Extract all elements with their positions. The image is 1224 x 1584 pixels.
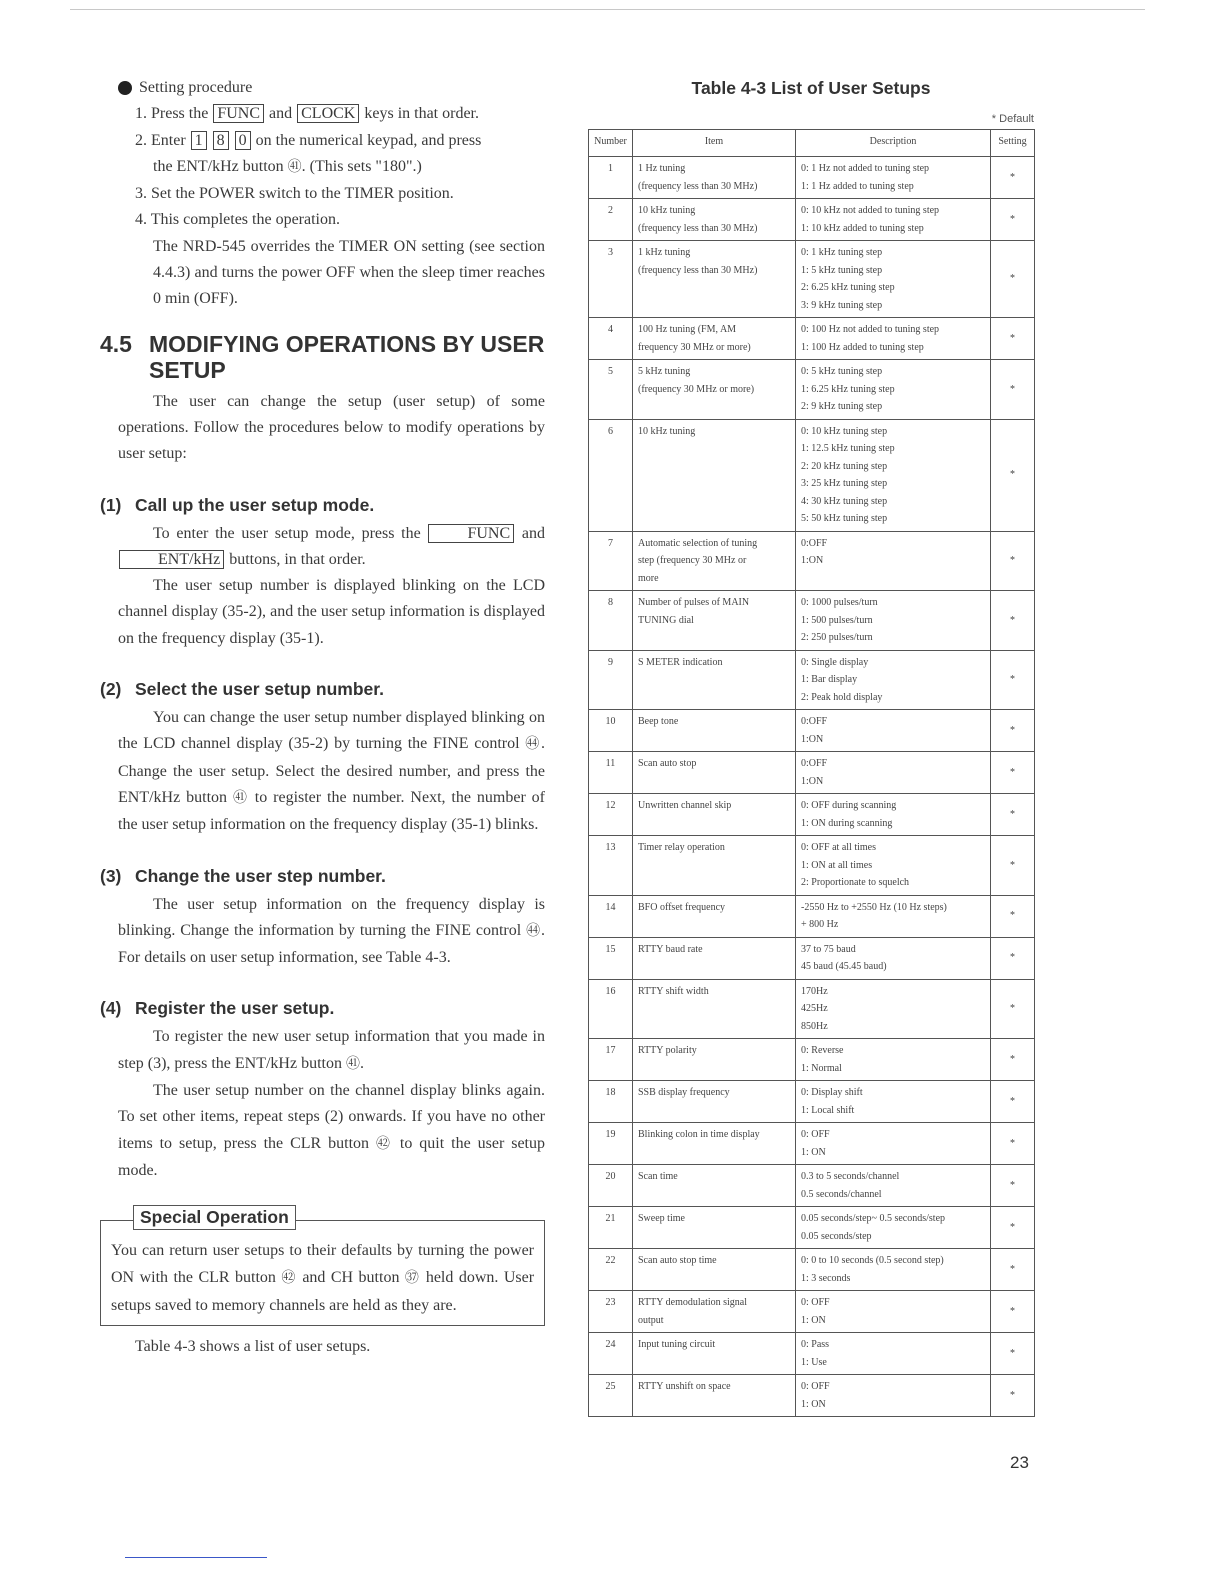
table-row [589,794,1035,836]
table-row [589,1249,1035,1291]
row-default-mark: * [991,360,1035,420]
step-1: 1. Press the FUNC and CLOCK keys in that order. [135,105,479,123]
row-number: 18 [589,1081,633,1123]
row-number: 1 [589,157,633,199]
table-row [589,241,1035,318]
row-item: RTTY polarity [633,1039,796,1081]
row-item: 10 kHz tuning [633,419,796,531]
row-number: 5 [589,360,633,420]
row-default-mark: * [991,1333,1035,1375]
step-heading-1: (1) Call up the user setup mode. [100,494,375,515]
special-operation-text: You can return user setups to their defaults by turning the power ON with the CLR button ㊷ and CH button ㊲ held down. User setups saved to memory channels are held as they are. [111,1242,535,1315]
row-default-mark: * [991,1249,1035,1291]
row-item: RTTY unshift on space [633,1375,796,1417]
row-default-mark: * [991,199,1035,241]
row-default-mark: * [991,1123,1035,1165]
table-reference: Table 4-3 shows a list of user setups. [135,1338,371,1356]
step-heading-4: (4) Register the user setup. [100,998,335,1019]
row-description: 0: Pass 1: Use [796,1333,991,1375]
row-default-mark: * [991,1291,1035,1333]
table-row [589,531,1035,591]
step-4: 4. This completes the operation. [135,211,340,229]
table-header-row [589,130,1035,157]
ent-khz-control-icon: ㊶ [345,1056,360,1072]
row-item: Scan auto stop [633,752,796,794]
row-description: 37 to 75 baud 45 baud (45.45 baud) [796,937,991,979]
row-description: 0: OFF at all times 1: ON at all times 2: Proportionate to squelch [796,836,991,896]
row-number: 21 [589,1207,633,1249]
row-number: 3 [589,241,633,318]
row-item: Number of pulses of MAIN TUNING dial [633,591,796,651]
clr-control-icon: ㊷ [375,1136,393,1152]
table-title: Table 4-3 List of User Setups [691,78,931,98]
bottom-rule [125,1557,267,1558]
header-setting: Setting [991,130,1035,157]
row-item: RTTY shift width [633,979,796,1039]
row-default-mark: * [991,318,1035,360]
header-item: Item [633,130,796,157]
table-row [589,157,1035,199]
row-description: 0: 10 kHz not added to tuning step 1: 10 kHz added to tuning step [796,199,991,241]
header-description: Description [796,130,991,157]
row-item: Sweep time [633,1207,796,1249]
row-number: 19 [589,1123,633,1165]
section-intro: The user can change the setup (user setup) of some operations. Follow the procedures below to modify operations by user setup: [118,392,545,463]
row-description: 0: OFF 1: ON [796,1123,991,1165]
table-row [589,752,1035,794]
fine-control-icon: ㊹ [526,923,541,939]
special-operation-box [100,1207,545,1326]
row-default-mark: * [991,591,1035,651]
row-default-mark: * [991,752,1035,794]
row-item: Timer relay operation [633,836,796,896]
row-default-mark: * [991,531,1035,591]
row-description: 0: 1 Hz not added to tuning step 1: 1 Hz added to tuning step [796,157,991,199]
row-item: Automatic selection of tuning step (frequency 30 MHz or more [633,531,796,591]
table-row [589,650,1035,710]
table-row [589,419,1035,531]
row-default-mark: * [991,836,1035,896]
key-1: 1 [191,131,207,150]
table-row [589,318,1035,360]
row-number: 22 [589,1249,633,1291]
row-description: 0: 1 kHz tuning step 1: 5 kHz tuning step 2: 6.25 kHz tuning step 3: 9 kHz tuning step [796,241,991,318]
row-default-mark: * [991,1165,1035,1207]
row-number: 7 [589,531,633,591]
table-row [589,1039,1035,1081]
table-row [589,1375,1035,1417]
table-row [589,1291,1035,1333]
row-number: 9 [589,650,633,710]
right-column [588,78,1034,1417]
timer-note: The NRD-545 overrides the TIMER ON setting (see section 4.4.3) and turns the power OFF when the sleep timer reaches 0 min (OFF). [153,237,545,308]
row-item: BFO offset frequency [633,895,796,937]
step-4-paragraph-2: The user setup number on the channel display blinks again. To set other items, repeat steps (2) onwards. If you have no other items to setup, press the CLR button ㊷ to quit the user setup mode. [118,1082,546,1179]
row-number: 10 [589,710,633,752]
row-item: Scan time [633,1165,796,1207]
row-number: 17 [589,1039,633,1081]
row-item: 1 kHz tuning (frequency less than 30 MHz) [633,241,796,318]
row-default-mark: * [991,241,1035,318]
row-item: 10 kHz tuning (frequency less than 30 MHz) [633,199,796,241]
row-number: 24 [589,1333,633,1375]
table-row [589,1333,1035,1375]
row-description: 0: OFF during scanning 1: ON during scanning [796,794,991,836]
row-description: 0:OFF 1:ON [796,531,991,591]
row-number: 6 [589,419,633,531]
row-description: 0: OFF 1: ON [796,1291,991,1333]
page-number: 23 [1010,1453,1029,1472]
row-default-mark: * [991,1039,1035,1081]
row-description: 0: 100 Hz not added to tuning step 1: 100 Hz added to tuning step [796,318,991,360]
step-2: 2. Enter 1 8 0 on the numerical keypad, and press the ENT/kHz button ㊶. (This sets "180".) [135,131,482,175]
row-description: 0: 0 to 10 seconds (0.5 second step) 1: 3 seconds [796,1249,991,1291]
row-item: 100 Hz tuning (FM, AM frequency 30 MHz or more) [633,318,796,360]
row-number: 4 [589,318,633,360]
row-item: SSB display frequency [633,1081,796,1123]
user-setup-table [588,129,1035,1417]
step-1-paragraph-2: The user setup number is displayed blinking on the LCD channel display (35-2), and the user setup information is displayed on the frequency display (35-1). [118,577,545,647]
row-number: 12 [589,794,633,836]
row-number: 16 [589,979,633,1039]
special-operation-label: Special Operation [133,1205,296,1230]
clr-control-icon: ㊷ [281,1271,297,1287]
row-number: 15 [589,937,633,979]
header-number: Number [589,130,633,157]
table-row [589,1123,1035,1165]
row-description: 0: 5 kHz tuning step 1: 6.25 kHz tuning step 2: 9 kHz tuning step [796,360,991,420]
row-default-mark: * [991,794,1035,836]
row-default-mark: * [991,937,1035,979]
table-row [589,979,1035,1039]
ent-khz-control-icon: ㊶ [287,159,302,175]
key-func: FUNC [213,104,264,123]
row-item: Blinking colon in time display [633,1123,796,1165]
step-3-paragraph: The user setup information on the frequency display is blinking. Change the information by turning the FINE control ㊹. For details on user setup information, see Table 4-3. [118,895,545,967]
setting-procedure-heading: Setting procedure [100,75,545,101]
table-body [589,157,1035,1417]
row-default-mark: * [991,419,1035,531]
table-row [589,895,1035,937]
key-8: 8 [213,131,229,150]
step-1-paragraph: To enter the user setup mode, press the FUNC and ENT/kHz buttons, in that order. [100,521,545,574]
row-number: 25 [589,1375,633,1417]
table-row [589,360,1035,420]
row-description: 0: Display shift 1: Local shift [796,1081,991,1123]
row-number: 23 [589,1291,633,1333]
row-default-mark: * [991,650,1035,710]
row-description: 0: OFF 1: ON [796,1375,991,1417]
row-default-mark: * [991,979,1035,1039]
row-default-mark: * [991,1375,1035,1417]
row-description: -2550 Hz to +2550 Hz (10 Hz steps) + 800 Hz [796,895,991,937]
row-description: 0: Reverse 1: Normal [796,1039,991,1081]
step-heading-3: (3) Change the user step number. [100,865,386,886]
row-item: Beep tone [633,710,796,752]
row-number: 20 [589,1165,633,1207]
row-description: 0.05 seconds/step~ 0.5 seconds/step 0.05 seconds/step [796,1207,991,1249]
row-description: 0: Single display 1: Bar display 2: Peak hold display [796,650,991,710]
step-heading-2: (2) Select the user setup number. [100,679,384,700]
row-default-mark: * [991,710,1035,752]
table-row [589,1165,1035,1207]
left-column [100,75,545,1361]
row-item: Unwritten channel skip [633,794,796,836]
table-row [589,710,1035,752]
row-description: 170Hz 425Hz 850Hz [796,979,991,1039]
table-row [589,937,1035,979]
table-row [589,1081,1035,1123]
default-legend: * Default [991,113,1034,125]
step-4-paragraph: To register the new user setup information that you made in step (3), press the ENT/kHz button ㊶. [118,1028,545,1072]
row-item: Input tuning circuit [633,1333,796,1375]
key-func: FUNC [428,524,514,543]
row-default-mark: * [991,157,1035,199]
key-clock: CLOCK [297,104,359,123]
row-description: 0:OFF 1:ON [796,752,991,794]
table-row [589,1207,1035,1249]
ent-khz-control-icon: ㊶ [232,790,249,806]
key-ent-khz: ENT/kHz [119,550,224,569]
row-item: S METER indication [633,650,796,710]
bullet-icon [118,81,132,95]
step-3: 3. Set the POWER switch to the TIMER position. [135,185,454,203]
row-number: 14 [589,895,633,937]
top-rule [70,9,1145,10]
fine-control-icon: ㊹ [525,737,542,753]
row-item: 1 Hz tuning (frequency less than 30 MHz) [633,157,796,199]
row-item: 5 kHz tuning (frequency 30 MHz or more) [633,360,796,420]
row-number: 11 [589,752,633,794]
table-row [589,591,1035,651]
row-description: 0:OFF 1:ON [796,710,991,752]
row-number: 2 [589,199,633,241]
row-description: 0.3 to 5 seconds/channel 0.5 seconds/channel [796,1165,991,1207]
row-item: Scan auto stop time [633,1249,796,1291]
row-description: 0: 1000 pulses/turn 1: 500 pulses/turn 2: 250 pulses/turn [796,591,991,651]
row-description: 0: 10 kHz tuning step 1: 12.5 kHz tuning step 2: 20 kHz tuning step 3: 25 kHz tuning step 4: 30 kHz tuning step 5: 50 kHz tuning step [796,419,991,531]
row-number: 8 [589,591,633,651]
row-number: 13 [589,836,633,896]
table-row [589,836,1035,896]
table-row [589,199,1035,241]
row-default-mark: * [991,1207,1035,1249]
section-heading: 4.5 MODIFYING OPERATIONS BY USER SETUP [100,330,545,383]
ch-control-icon: ㊲ [404,1271,421,1287]
row-item: RTTY demodulation signal output [633,1291,796,1333]
key-0: 0 [235,131,251,150]
row-default-mark: * [991,895,1035,937]
row-default-mark: * [991,1081,1035,1123]
row-item: RTTY baud rate [633,937,796,979]
step-2-paragraph: You can change the user setup number displayed blinking on the LCD channel display (35-2) by turning the FINE control ㊹. Change the user setup. Select the desired number, and press the ENT/kHz button ㊶ to register the number. Next, the number of the user setup information on the frequency display (35-1) blinks. [118,709,546,834]
